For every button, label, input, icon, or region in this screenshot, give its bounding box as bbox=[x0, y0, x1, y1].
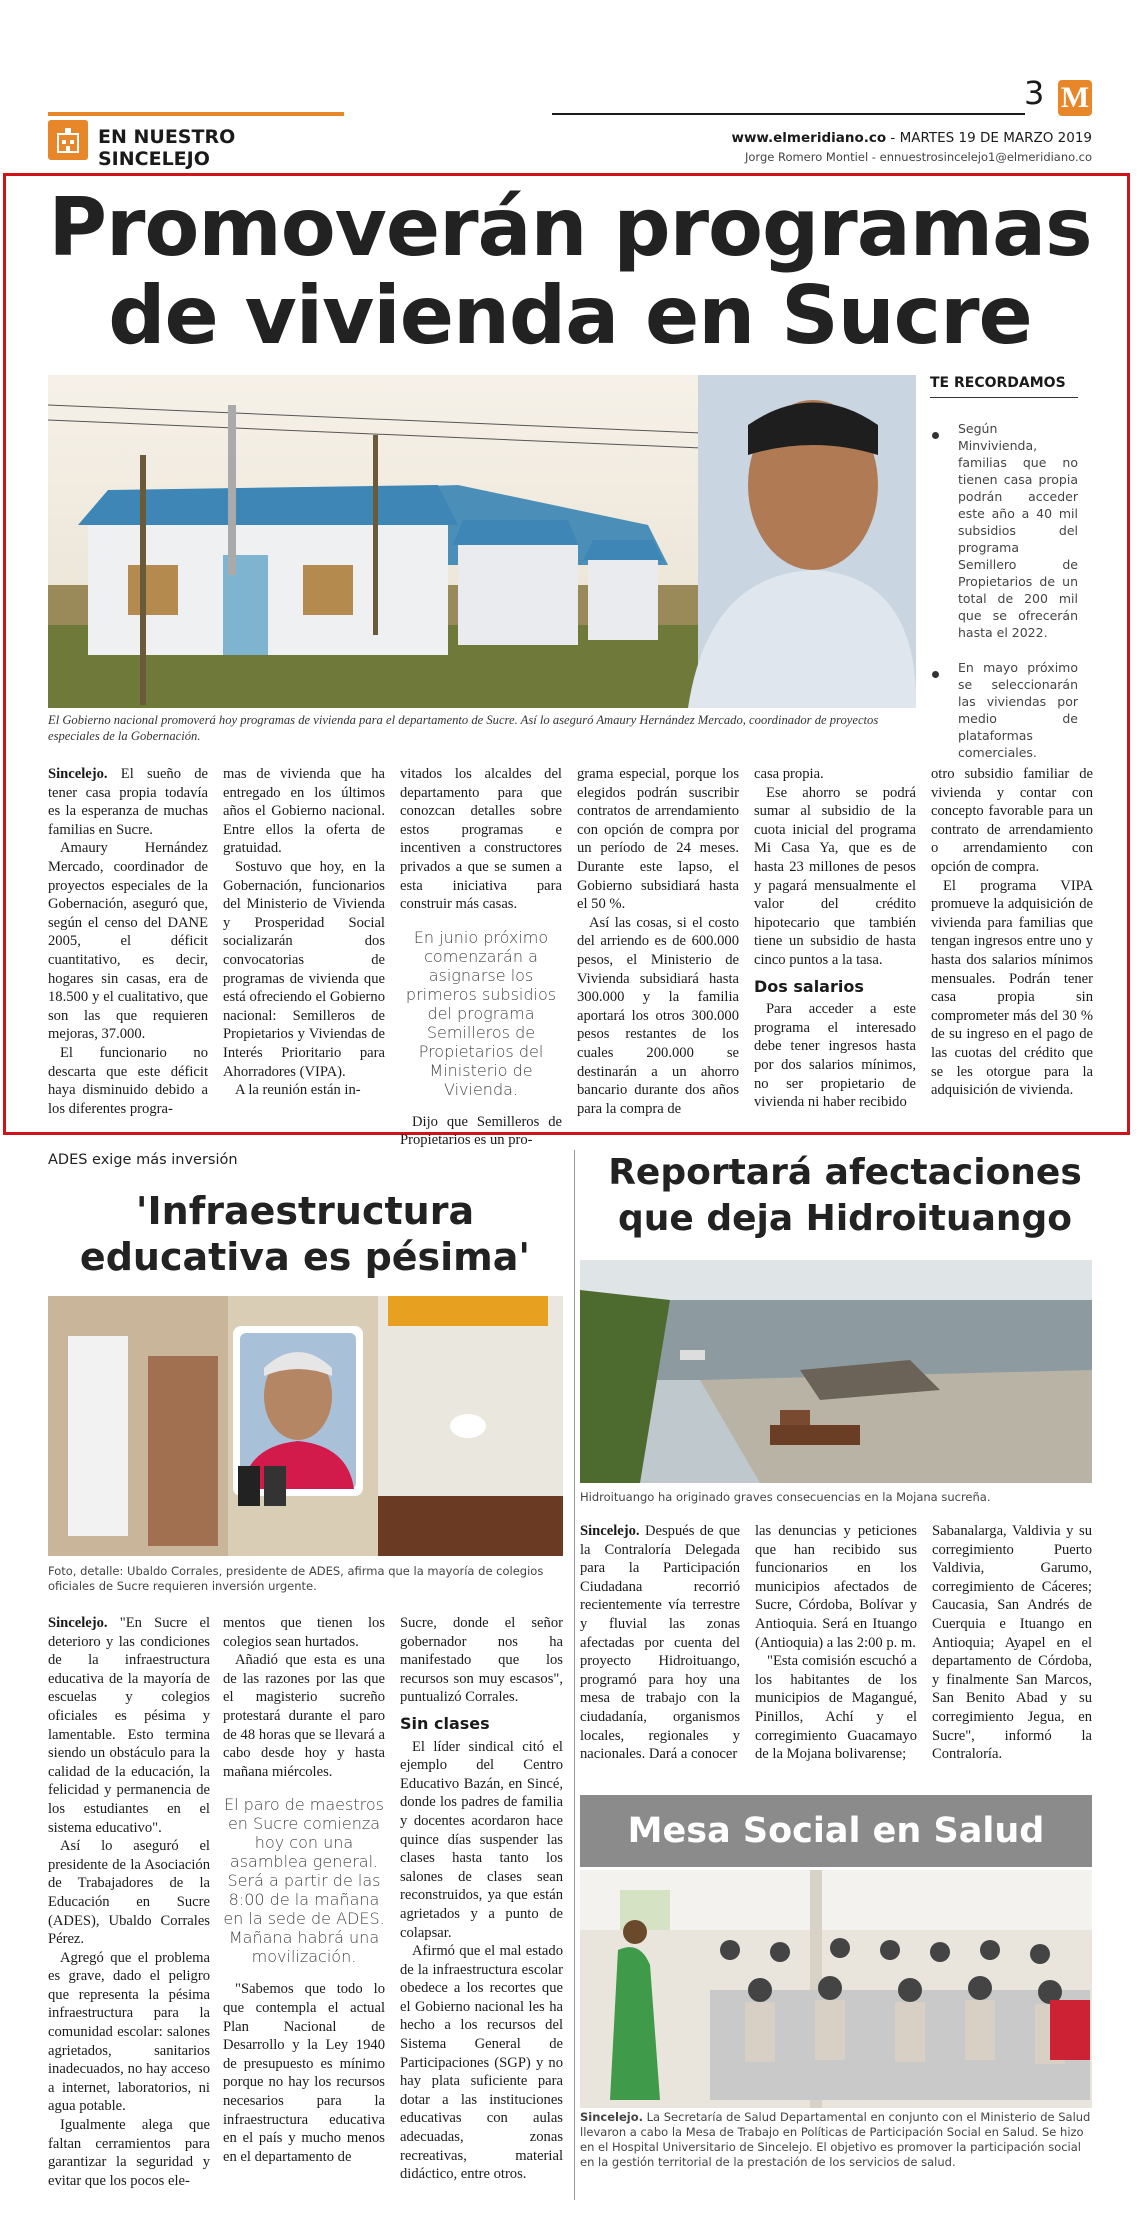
paragraph: Para acceder a este programa el interesado debe tener ingresos hasta por dos salarios mínimos, no ser propietario de vivienda ni haber recibido bbox=[754, 1001, 916, 1111]
hidro-headline-line-1: Reportará afectaciones bbox=[608, 1152, 1082, 1193]
ades-column-1 bbox=[48, 1614, 210, 2190]
dateline: www.elmeridiano.co - MARTES 19 DE MARZO 2019 bbox=[731, 130, 1092, 146]
lead-column-2 bbox=[223, 765, 385, 1100]
pull-quote: El paro de maestros en Sucre comienza hoy con una asamblea general. Será a partir de las 8:00 de la mañana en la sede de ADES. Mañana habrá una movilización. bbox=[223, 1795, 385, 1967]
lead-headline-line-2: de vivienda en Sucre bbox=[108, 269, 1032, 362]
paragraph bbox=[48, 765, 208, 839]
paragraph: Así las cosas, si el costo del arriendo es de 600.000 pesos, el Ministerio de Vivienda subsidiará hasta 300.000 y la familia aportará los otros 300.000 pesos restantes de los cuales 200.000 se destinarán a un ahorro bancario durante dos años para la compra de bbox=[577, 914, 739, 1117]
hidro-column-3 bbox=[932, 1522, 1092, 1764]
author-name: Jorge Romero Montiel bbox=[744, 150, 869, 164]
page-number: 3 bbox=[1024, 74, 1045, 112]
paragraph: Sostuvo que hoy, en la Gobernación, funcionarios del Ministerio de Vivienda y Prosperidad Social socializarán dos convocatorias de programas de vivienda que está ofreciendo el Gobierno nacional: Semilleros de Propietarios y Viviendas de Interés Prioritario para Ahorradores (VIPA). bbox=[223, 858, 385, 1080]
paragraph: A la reunión están in- bbox=[235, 1082, 361, 1099]
salud-photo bbox=[580, 1870, 1092, 2108]
river-photo bbox=[580, 1260, 1092, 1483]
paragraph: El funcionario no descarta que este déficit haya disminuido debido a los diferentes progra- bbox=[48, 1044, 208, 1117]
paragraph: "Esta comisión escuchó a los habitantes de los municipios de Magangué, Pinillos, Achí y el corregimiento Guacamayo de la Mojana bolivarense; bbox=[755, 1653, 917, 1763]
lead-photo bbox=[48, 375, 916, 708]
paragraph bbox=[580, 1522, 740, 1764]
issue-date: MARTES 19 DE MARZO 2019 bbox=[899, 130, 1092, 146]
ades-headline-line-1: 'Infraestructura bbox=[135, 1189, 475, 1233]
lead-photo-caption: El Gobierno nacional promoverá hoy programas de vivienda para el departamento de Sucre. Así lo aseguró Amaury Hernández Mercado, coordinador de proyectos especiales de la Gobernación. bbox=[48, 713, 879, 743]
housing-photo bbox=[48, 375, 916, 708]
brand-logo bbox=[1058, 80, 1092, 116]
paragraph: El líder sindical citó el ejemplo del Centro Educativo Bazán, en Sincé, donde los padres de familia y docentes acordaron hace quince días suspender las clases hasta tanto los salones de clases sean reconstruidos, ya que están agrietados y a punto de colapsar. bbox=[400, 1738, 563, 1941]
paragraph bbox=[48, 1614, 210, 1837]
pull-quote: En junio próximo comenzarán a asignarse los primeros subsidios del programa Semilleros de Propietarios del Ministerio de Vivienda. bbox=[405, 927, 557, 1099]
sidebar-item bbox=[930, 659, 1078, 761]
ades-column-3 bbox=[400, 1614, 563, 2184]
subheading: Dos salarios bbox=[754, 976, 864, 996]
ades-kicker: ADES exige más inversión bbox=[48, 1152, 238, 1168]
salud-caption bbox=[580, 2110, 1092, 2170]
ades-headline bbox=[40, 1188, 570, 1280]
paragraph: mentos que tienen los colegios sean hurtados. bbox=[223, 1615, 385, 1650]
column-divider bbox=[574, 1150, 575, 2200]
author-email: ennuestrosincelejo1@elmeridiano.co bbox=[879, 150, 1092, 164]
lead-column-6 bbox=[931, 765, 1093, 1100]
lead-column-5 bbox=[754, 765, 916, 1112]
sidebar-item bbox=[930, 420, 1078, 641]
paragraph: las denuncias y peticiones que han recibido sus funcionarios en los municipios afectados de Sucre, Córdoba, Bolívar y Antioquia. Será en Ituango (Antioquia) a las 2:00 p. m. bbox=[755, 1523, 917, 1651]
site-url: www.elmeridiano.co bbox=[731, 130, 887, 146]
salud-banner bbox=[580, 1795, 1092, 1867]
hidro-column-2 bbox=[755, 1522, 917, 1764]
paragraph-text: Después de que la Contraloría Delegada para la Participación Ciudadana recorrió recientemente vía terrestre y fluvial las zonas afectadas por cuenta del proyecto Hidroituango, programó para hoy una mesa de trabajo con la ciudadanía, organismos locales, regionales y nacionales. Dará a conocer bbox=[580, 1523, 740, 1763]
hidro-headline bbox=[580, 1150, 1110, 1242]
lead-column-1 bbox=[48, 765, 208, 1118]
paragraph: Añadió que esta es una de las razones por las que el magisterio sucreño protestará durante el paro de 48 horas que se llevará a cabo desde hoy y hasta mañana miércoles. bbox=[223, 1652, 385, 1780]
building-icon bbox=[48, 120, 88, 160]
paragraph: Sabanalarga, Valdivia y su corregimiento Puerto Valdivia, Garumo, corregimiento de Cáceres; Caucasia, San Andrés de Cuerquia e Ituango en Antioquia; Ayapel en el departamento de Córdoba, y finalmente San Marcos, San Benito Abad y su corregimiento Jegua, en Sucre", informó la Contraloría. bbox=[932, 1523, 1092, 1763]
paragraph: grama especial, porque los elegidos podrán suscribir contratos de arrendamiento con opción de compra por un período de 24 meses. Durante este lapso, el Gobierno subsidiará hasta el 50 %. bbox=[577, 766, 739, 913]
paragraph-text: El sueño de tener casa propia todavía es la esperanza de muchas familias en Sucre. bbox=[48, 766, 208, 838]
sidebar-title: TE RECORDAMOS bbox=[930, 375, 1078, 398]
lead-headline-line-1: Promoverán programas bbox=[48, 181, 1092, 274]
paragraph: "Sabemos que todo lo que contempla el actual Plan Nacional de Desarrollo y la Ley 1940 de presupuesto es mínimo porque no hay los recursos necesarios para la infraestructura educativa en el país y mucho menos en el departamento de bbox=[223, 1981, 385, 2165]
meeting-photo bbox=[580, 1870, 1092, 2108]
bullet-icon bbox=[932, 432, 939, 439]
salud-banner-title: Mesa Social en Salud bbox=[627, 1811, 1045, 1851]
paragraph: El programa VIPA promueve la adquisición de vivienda para familias que tengan ingresos entre uno y hasta dos salarios mínimos mensuales. Podrán tener casa propia sin comprometer más del 30 % de su ingreso en el pago de las cuotas del crédito que se les otorgue para la adquisición de vivienda. bbox=[931, 877, 1093, 1099]
sidebar-item-text: Según Minvivienda, familias que no tienen casa propia podrán acceder este año a 40 mil subsidios del programa Semillero de Propietarios de un total de 200 mil que se ofrecerán hasta el 2022. bbox=[958, 421, 1078, 640]
dateline-lead: Sincelejo. bbox=[48, 766, 108, 782]
dateline-lead: Sincelejo. bbox=[580, 1523, 640, 1539]
byline: Jorge Romero Montiel - ennuestrosincelejo1@elmeridiano.co bbox=[744, 150, 1092, 164]
salud-caption-text: La Secretaría de Salud Departamental en conjunto con el Ministerio de Salud llevaron a cabo la Mesa de Trabajo en Políticas de Participación Social en Salud. Se hizo en el Hospital Universitario de Sincelejo. El objetivo es promover la participación social en la gestión territorial de la prestación de los servicios de salud. bbox=[580, 2110, 1091, 2169]
ades-column-2 bbox=[223, 1614, 385, 2166]
hidro-column-1 bbox=[580, 1522, 740, 1764]
hidro-photo-caption: Hidroituango ha originado graves consecuencias en la Mojana sucreña. bbox=[580, 1490, 991, 1504]
hidro-photo bbox=[580, 1260, 1092, 1483]
logo-letter: M bbox=[1060, 81, 1090, 114]
subheading: Sin clases bbox=[400, 1713, 490, 1733]
paragraph: Afirmó que el mal estado de la infraestructura escolar obedece a los recortes que el Gobierno nacional les ha hecho a los recursos del Sistema General de Participaciones (SGP) y no hay plata suficiente para dotar a las instituciones educativas con aulas adecuadas, zonas recreativas, material didáctico, entre otros. bbox=[400, 1943, 563, 2183]
paragraph: Dijo que Semilleros de Propietarios es un pro- bbox=[400, 1113, 562, 1149]
sidebar bbox=[930, 375, 1078, 760]
lead-headline bbox=[10, 181, 1130, 362]
paragraph: vitados los alcaldes del departamento para que conozcan detalles sobre estos programas e incentiven a constructores privados a que se sumen a esta iniciativa para construir más casas. bbox=[400, 766, 562, 913]
section-rule bbox=[48, 112, 344, 116]
paragraph: Sucre, donde el señor gobernador nos ha manifestado que los recursos son muy escasos", puntualizó Corrales. bbox=[400, 1615, 563, 1706]
ades-photo bbox=[48, 1296, 563, 1556]
paragraph: otro subsidio familiar de vivienda y contar con concepto favorable para un contrato de arrendamiento o arrendamiento con opción de compra. bbox=[931, 766, 1093, 875]
hidro-headline-line-2: que deja Hidroituango bbox=[617, 1198, 1073, 1239]
lead-column-3 bbox=[400, 765, 562, 1150]
top-rule bbox=[552, 113, 1025, 115]
sidebar-item-text: En mayo próximo se seleccionarán las viviendas por medio de plataformas comerciales. bbox=[958, 660, 1078, 760]
dateline-lead: Sincelejo. bbox=[48, 1615, 108, 1631]
bullet-icon bbox=[932, 671, 939, 678]
paragraph: casa propia. bbox=[754, 766, 824, 782]
school-photo bbox=[48, 1296, 563, 1556]
paragraph: Ese ahorro se podrá sumar al subsidio de la cuota inicial del programa Mi Casa Ya, que es de hasta 23 millones de pesos y pagará mensualmente el valor del crédito hipotecario que también tiene un subsidio de hasta cinco puntos a la tasa. bbox=[754, 784, 916, 968]
paragraph: mas de vivienda que ha entregado en los últimos años el Gobierno nacional. Entre ellos la oferta de gratuidad. bbox=[223, 766, 385, 857]
paragraph: Amaury Hernández Mercado, coordinador de proyectos especiales de la Gobernación, aseguró que, según el censo del DANE 2005, el déficit cuantitativo, es decir, hogares sin casas, era de 18.500 y el cualitativo, que son las que requieren mejoras, 37.000. bbox=[48, 840, 208, 1043]
paragraph: Igualmente alega que faltan cerramientos para garantizar la seguridad y evitar que los pocos ele- bbox=[48, 2117, 210, 2189]
lead-column-4 bbox=[577, 765, 739, 1118]
ades-photo-caption: Foto, detalle: Ubaldo Corrales, presidente de ADES, afirma que la mayoría de colegios oficiales de Sucre requieren inversión urgente. bbox=[48, 1564, 544, 1593]
salud-caption-lead: Sincelejo. bbox=[580, 2110, 643, 2124]
ades-headline-line-2: educativa es pésima' bbox=[79, 1235, 531, 1279]
section-header bbox=[48, 112, 348, 170]
section-title: EN NUESTRO SINCELEJO bbox=[98, 126, 236, 170]
paragraph: Agregó que el problema es grave, dado el peligro que representa la pésima infraestructura para la comunidad escolar: salones agrietados, sanitarios inadecuados, no hay acceso a internet, laboratorios, ni agua potable. bbox=[48, 1949, 210, 2115]
paragraph-text: "En Sucre el deterioro y las condiciones de la infraestructura educativa de la mayoría de escuelas y colegios oficiales es pésima y lamentable. Esto termina siendo un obstáculo para la calidad de la educación, la felicidad y permanencia de los estudiantes en el sistema educativo". bbox=[48, 1615, 210, 1836]
section-icon bbox=[48, 120, 88, 160]
paragraph: Así lo aseguró el presidente de la Asociación de Trabajadores de la Educación en Sucre (ADES), Ubaldo Corrales Pérez. bbox=[48, 1838, 210, 1948]
